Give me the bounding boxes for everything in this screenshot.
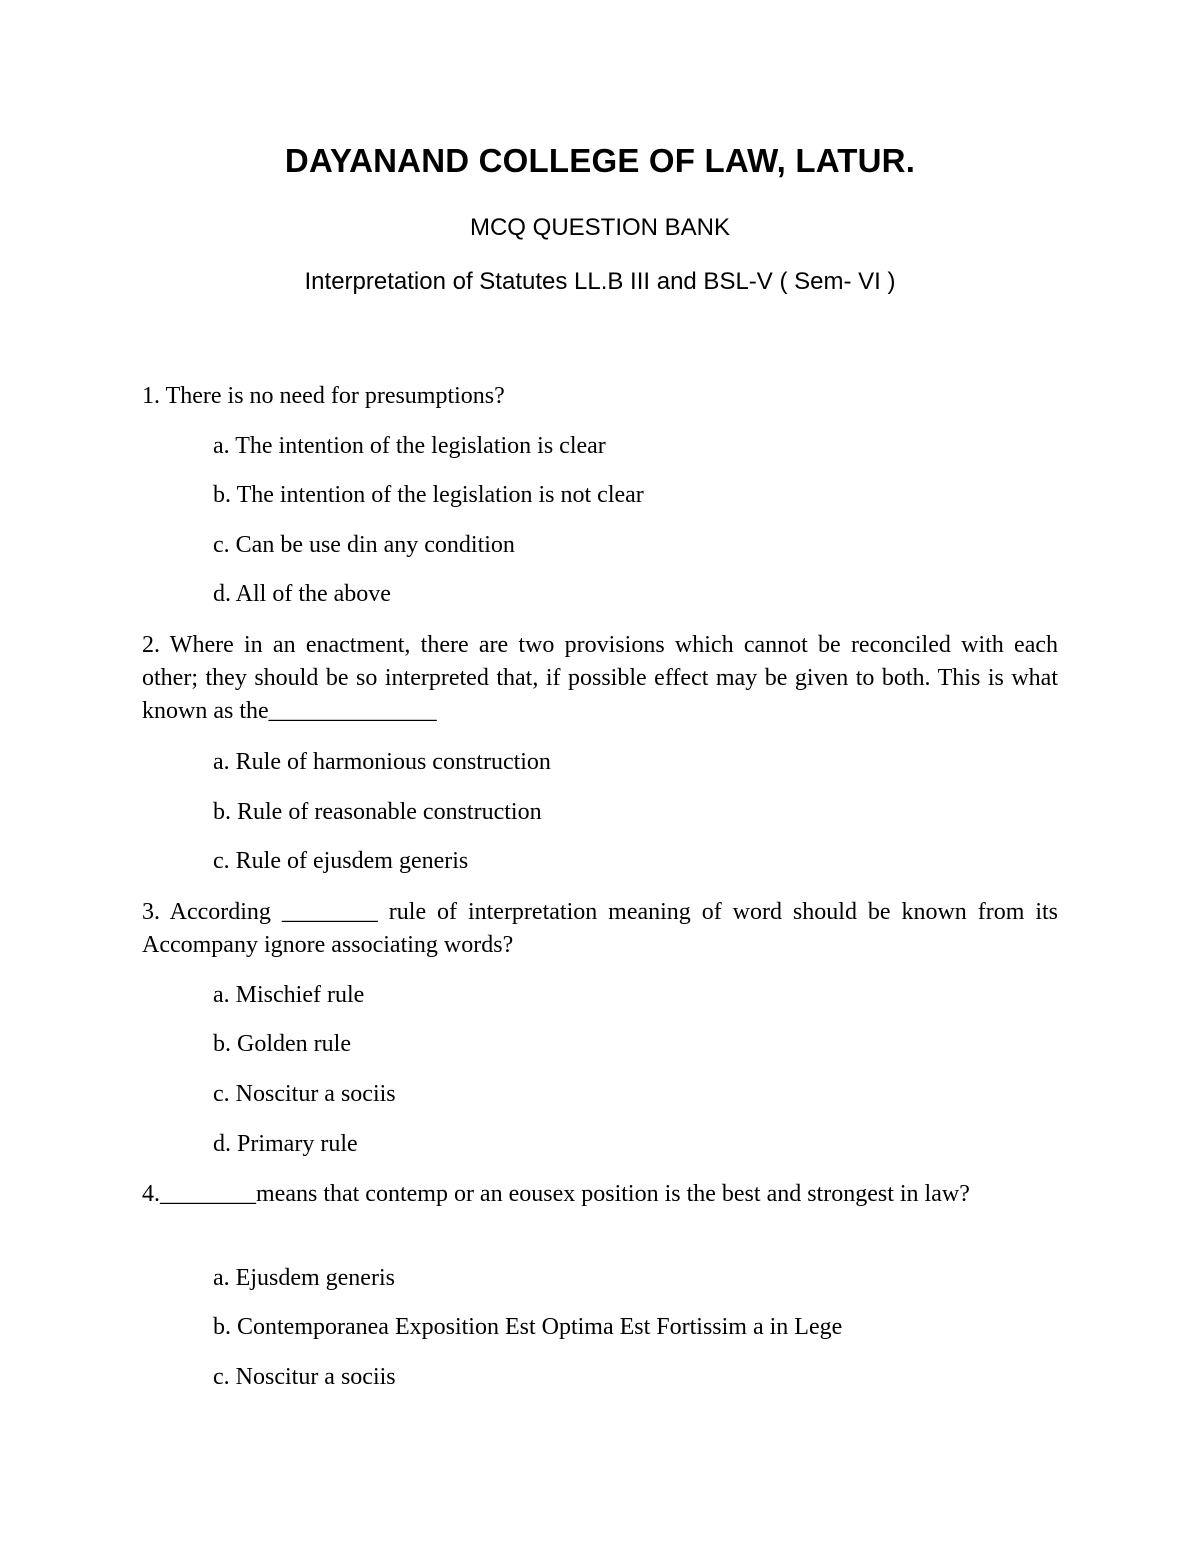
college-name: DAYANAND COLLEGE OF LAW, LATUR. [284,142,916,179]
document-title: MCQ QUESTION BANK [469,214,731,241]
question-3-option-d: d. Primary rule [213,1131,358,1157]
question-2-option-a: a. Rule of harmonious construction [213,749,551,775]
question-4-option-c: c. Noscitur a sociis [213,1364,396,1390]
question-3-option-b: b. Golden rule [213,1031,351,1057]
question-3: 3. According ________ rule of interpretation meaning of word should be known from its Accompany ignore associating words? [142,899,1058,958]
question-2-option-b: b. Rule of reasonable construction [213,799,542,825]
question-2: 2. Where in an enactment, there are two provisions which cannot be reconciled with each other; they should be so interpreted that, if possible effect may be given to both. This is what known as the______________ [142,632,1058,724]
question-1-option-a: a. The intention of the legislation is clear [213,433,606,459]
question-1-option-b: b. The intention of the legislation is not clear [213,482,644,508]
subject-line: Interpretation of Statutes LL.B III and BSL-V ( Sem- VI ) [304,268,896,295]
question-4: 4.________means that contemp or an eousex position is the best and strongest in law? [142,1181,970,1207]
question-1-option-c: c. Can be use din any condition [213,532,515,558]
question-2-option-c: c. Rule of ejusdem generis [213,848,469,874]
question-1-option-d: d. All of the above [213,581,391,607]
question-4-option-a: a. Ejusdem generis [213,1265,395,1291]
question-3-option-c: c. Noscitur a sociis [213,1081,396,1107]
question-3-option-a: a. Mischief rule [213,982,365,1008]
question-1: 1. There is no need for presumptions? [142,383,505,409]
question-4-option-b: b. Contemporanea Exposition Est Optima Est Fortissim a in Lege [213,1314,843,1340]
